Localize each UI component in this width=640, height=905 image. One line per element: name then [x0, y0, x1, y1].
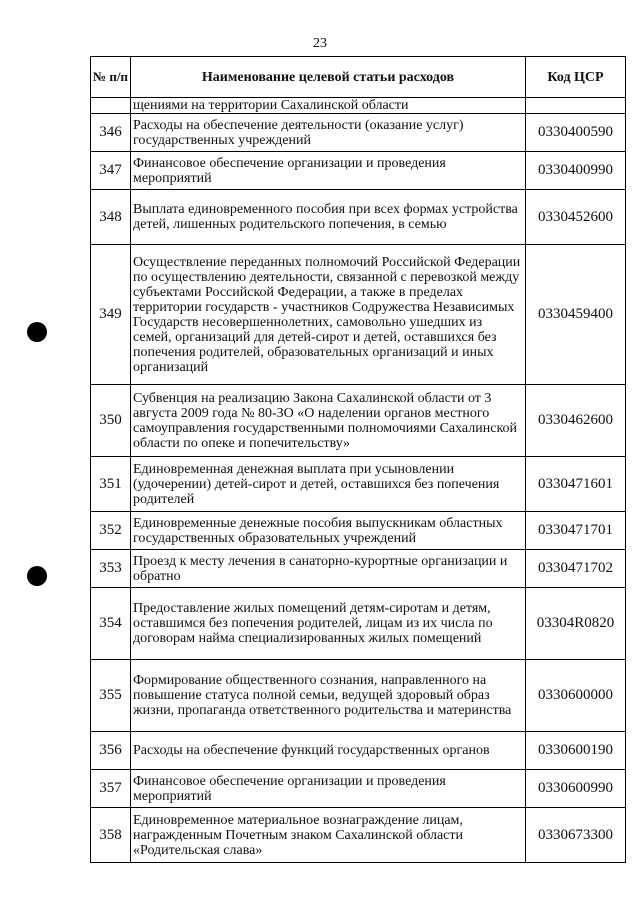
table-row: [91, 732, 626, 770]
row-code: 0330600990: [526, 770, 626, 808]
row-item-name: Единовременная денежная выплата при усыновлении (удочерении) детей-сирот и детей, оставшихся без попечения родителей: [131, 457, 526, 512]
table-row: [91, 660, 626, 732]
row-code: 0330452600: [526, 190, 626, 245]
row-item-name: Формирование общественного сознания, направленного на повышение статуса полной семьи, ведущей здоровый образ жизни, пропаганда ответственного родительства и материнства: [131, 660, 526, 732]
row-item-name: Расходы на обеспечение деятельности (оказание услуг) государственных учреждений: [131, 114, 526, 152]
table-header-row: [91, 57, 626, 98]
row-code: 0330471601: [526, 457, 626, 512]
row-number: [91, 98, 131, 114]
row-number: 357: [91, 770, 131, 808]
header-number: № п/п: [91, 57, 131, 98]
table-row: [91, 98, 626, 114]
table-row: [91, 385, 626, 457]
row-item-name: Финансовое обеспечение организации и проведения мероприятий: [131, 770, 526, 808]
budget-items-table: [90, 56, 626, 863]
table-row: [91, 245, 626, 385]
row-item-name: Предоставление жилых помещений детям-сиротам и детям, оставшимся без попечения родителей, лицам из их числа по договорам найма специализированных жилых помещений: [131, 588, 526, 660]
row-item-name: Единовременное материальное вознаграждение лицам, награжденным Почетным знаком Сахалинской области «Родительская слава»: [131, 808, 526, 863]
row-number: 351: [91, 457, 131, 512]
table-row: [91, 550, 626, 588]
row-code: 0330600000: [526, 660, 626, 732]
row-code: 0330400990: [526, 152, 626, 190]
table-row: [91, 152, 626, 190]
row-code: 0330471701: [526, 512, 626, 550]
row-number: 355: [91, 660, 131, 732]
row-code: [526, 98, 626, 114]
row-item-name: Проезд к месту лечения в санаторно-курортные организации и обратно: [131, 550, 526, 588]
header-item-name: Наименование целевой статьи расходов: [131, 57, 526, 98]
table-row: [91, 770, 626, 808]
row-number: 350: [91, 385, 131, 457]
punch-hole-top: [27, 322, 47, 342]
row-code: 0330462600: [526, 385, 626, 457]
row-number: 358: [91, 808, 131, 863]
table-row: [91, 457, 626, 512]
row-item-name: Единовременные денежные пособия выпускникам областных государственных образовательных учреждений: [131, 512, 526, 550]
row-code: 0330400590: [526, 114, 626, 152]
table-row: [91, 190, 626, 245]
row-number: 356: [91, 732, 131, 770]
row-code: 0330600190: [526, 732, 626, 770]
row-item-name: Выплата единовременного пособия при всех формах устройства детей, лишенных родительского попечения, в семью: [131, 190, 526, 245]
table-row: [91, 512, 626, 550]
row-number: 347: [91, 152, 131, 190]
page-number: 23: [313, 36, 327, 51]
punch-hole-bottom: [27, 566, 47, 586]
row-number: 348: [91, 190, 131, 245]
row-item-name: Осуществление переданных полномочий Российской Федерации по осуществлению деятельности, связанной с перевозкой между субъектами Российской Федерации, а также в пределах территории государств - участников Содружества Независимых Государств несовершеннолетних, самовольно ушедших из семей, организаций для детей-сирот и детей, оставшихся без попечения родителей, образовательных организаций и иных организаций: [131, 245, 526, 385]
header-code: Код ЦСР: [526, 57, 626, 98]
row-code: 0330471702: [526, 550, 626, 588]
row-item-name: щениями на территории Сахалинской области: [131, 98, 526, 114]
row-number: 346: [91, 114, 131, 152]
row-item-name: Финансовое обеспечение организации и проведения мероприятий: [131, 152, 526, 190]
row-number: 354: [91, 588, 131, 660]
row-item-name: Субвенция на реализацию Закона Сахалинской области от 3 августа 2009 года № 80-ЗО «О наделении органов местного самоуправления государственными полномочиями Сахалинской области по опеке и попечительству»: [131, 385, 526, 457]
row-number: 353: [91, 550, 131, 588]
row-code: 0330673300: [526, 808, 626, 863]
row-item-name: Расходы на обеспечение функций государственных органов: [131, 732, 526, 770]
row-code: 03304R0820: [526, 588, 626, 660]
row-code: 0330459400: [526, 245, 626, 385]
table-row: [91, 588, 626, 660]
table-row: [91, 114, 626, 152]
row-number: 349: [91, 245, 131, 385]
row-number: 352: [91, 512, 131, 550]
table-row: [91, 808, 626, 863]
